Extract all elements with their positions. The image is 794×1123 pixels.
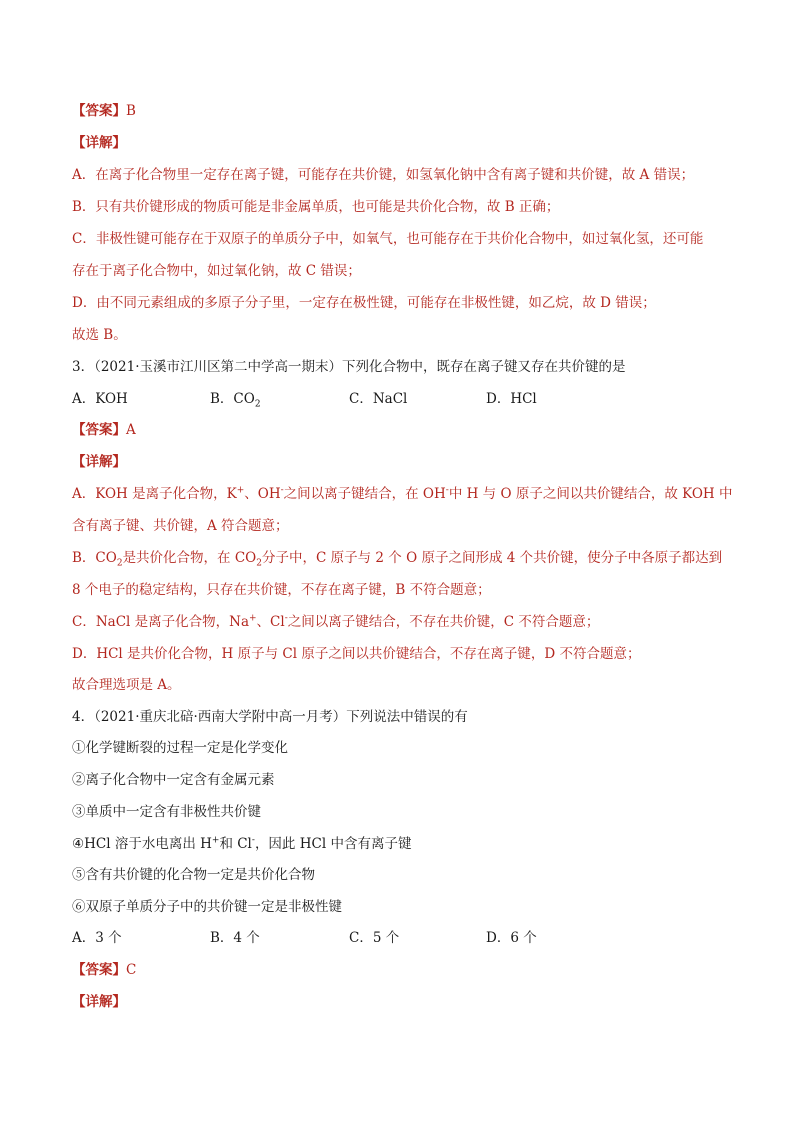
- statement-item: [72, 835, 732, 853]
- superscript: +: [249, 613, 257, 624]
- option-a: A．3 个: [72, 930, 122, 946]
- text-segment: 中 H 与 O 原子之间以共价键结合，故 KOH 中: [448, 486, 733, 502]
- explanation-line: 8 个电子的稳定结构，只存在共价键，不存在离子键，B 不符合题意；: [72, 582, 491, 598]
- explanation-line: [72, 613, 732, 631]
- explanation-line: B．只有共价键形成的物质可能是非金属单质，也可能是共价化合物，故 B 正确；: [72, 199, 560, 215]
- text-segment: 之间以离子键结合，不存在共价键，C 不符合题意；: [287, 614, 600, 630]
- statement-item: ⑥双原子单质分子中的共价键一定是非极性键: [72, 899, 342, 915]
- option-c: C．NaCl: [349, 391, 408, 407]
- detail-label-line: [72, 453, 732, 471]
- statement-item: ⑤含有共价键的化合物一定是共价化合物: [72, 867, 315, 883]
- explanation-line: [72, 549, 732, 567]
- answer-line: [72, 102, 732, 120]
- superscript: +: [211, 835, 220, 846]
- answer-label: 【答案】: [72, 962, 126, 978]
- text-segment: C．NaCl 是离子化合物，Na: [72, 614, 249, 630]
- explanation-line: 故选 B。: [72, 327, 127, 343]
- answer-line: [72, 421, 732, 439]
- text-segment: 之间以离子键结合，在 OH: [283, 486, 446, 502]
- text-segment: B．CO: [72, 550, 117, 566]
- detail-label-line: [72, 134, 732, 152]
- detail-label: 【详解】: [72, 454, 126, 470]
- statement-item: ③单质中一定含有非极性共价键: [72, 804, 261, 820]
- superscript: +: [236, 485, 245, 496]
- question-stem: 4．（2021·重庆北碚·西南大学附中高一月考）下列说法中错误的有: [72, 709, 468, 725]
- answer-value: C: [126, 962, 137, 978]
- explanation-line: 故合理选项是 A。: [72, 677, 181, 693]
- question-stem: 3．（2021·玉溪市江川区第二中学高一期末）下列化合物中，既存在离子键又存在共价键的是: [72, 359, 626, 375]
- explanation-line: D．由不同元素组成的多原子分子里，一定存在极性键，可能存在非极性键，如乙烷，故 D 错误；: [72, 295, 656, 311]
- option-c: C．5 个: [349, 930, 400, 946]
- detail-label: 【详解】: [72, 135, 126, 151]
- option-b: B．4 个: [210, 930, 260, 946]
- text-segment: 、Cl: [256, 614, 285, 630]
- text-segment: 、OH: [244, 486, 281, 502]
- explanation-line: [72, 485, 732, 503]
- explanation-line: 存在于离子化合物中，如过氧化钠，故 C 错误；: [72, 263, 361, 279]
- answer-line: [72, 961, 732, 979]
- subscript: 2: [256, 558, 262, 569]
- text-segment: 是共价化合物，在 CO: [122, 550, 257, 566]
- option-d: D．HCl: [486, 391, 537, 407]
- option-d: D．6 个: [486, 930, 537, 946]
- options-row: [72, 929, 732, 947]
- text-segment: 和 Cl: [219, 836, 252, 852]
- option-a: A．KOH: [72, 391, 128, 407]
- text-segment: 分子中，C 原子与 2 个 O 原子之间形成 4 个共价键，使分子中各原子都达到: [262, 550, 723, 566]
- answer-value: A: [126, 422, 136, 438]
- text-segment: ，因此 HCl 中含有离子键: [254, 836, 412, 852]
- subscript: 2: [116, 558, 123, 569]
- explanation-line: C．非极性键可能存在于双原子的单质分子中，如氧气，也可能存在于共价化合物中，如过氧化氢，还可能: [72, 231, 704, 247]
- text-segment: A．KOH 是离子化合物，K: [72, 486, 237, 502]
- answer-value: B: [126, 103, 136, 119]
- superscript: -: [284, 613, 288, 624]
- answer-label: 【答案】: [72, 422, 126, 438]
- option-b: [210, 390, 349, 408]
- options-row: [72, 390, 732, 408]
- superscript: -: [280, 485, 284, 496]
- explanation-line: D．HCl 是共价化合物，H 原子与 Cl 原子之间以共价键结合，不存在离子键，D 不符合题意；: [72, 646, 641, 662]
- explanation-line: A．在离子化合物里一定存在离子键，可能存在共价键，如氢氧化钠中含有离子键和共价键，故 A 错误；: [72, 167, 695, 183]
- explanation-line: 含有离子键、共价键，A 符合题意；: [72, 518, 289, 534]
- superscript: -: [251, 835, 255, 846]
- detail-label: 【详解】: [72, 994, 126, 1010]
- option-b-text: B．CO: [210, 391, 255, 407]
- text-segment: ④HCl 溶于水电离出 H: [72, 836, 212, 852]
- answer-label: 【答案】: [72, 103, 126, 119]
- statement-item: ①化学键断裂的过程一定是化学变化: [72, 740, 288, 756]
- detail-label-line: [72, 993, 732, 1011]
- superscript: -: [445, 485, 449, 496]
- statement-item: ②离子化合物中一定含有金属元素: [72, 772, 275, 788]
- option-b-subscript: 2: [254, 399, 261, 410]
